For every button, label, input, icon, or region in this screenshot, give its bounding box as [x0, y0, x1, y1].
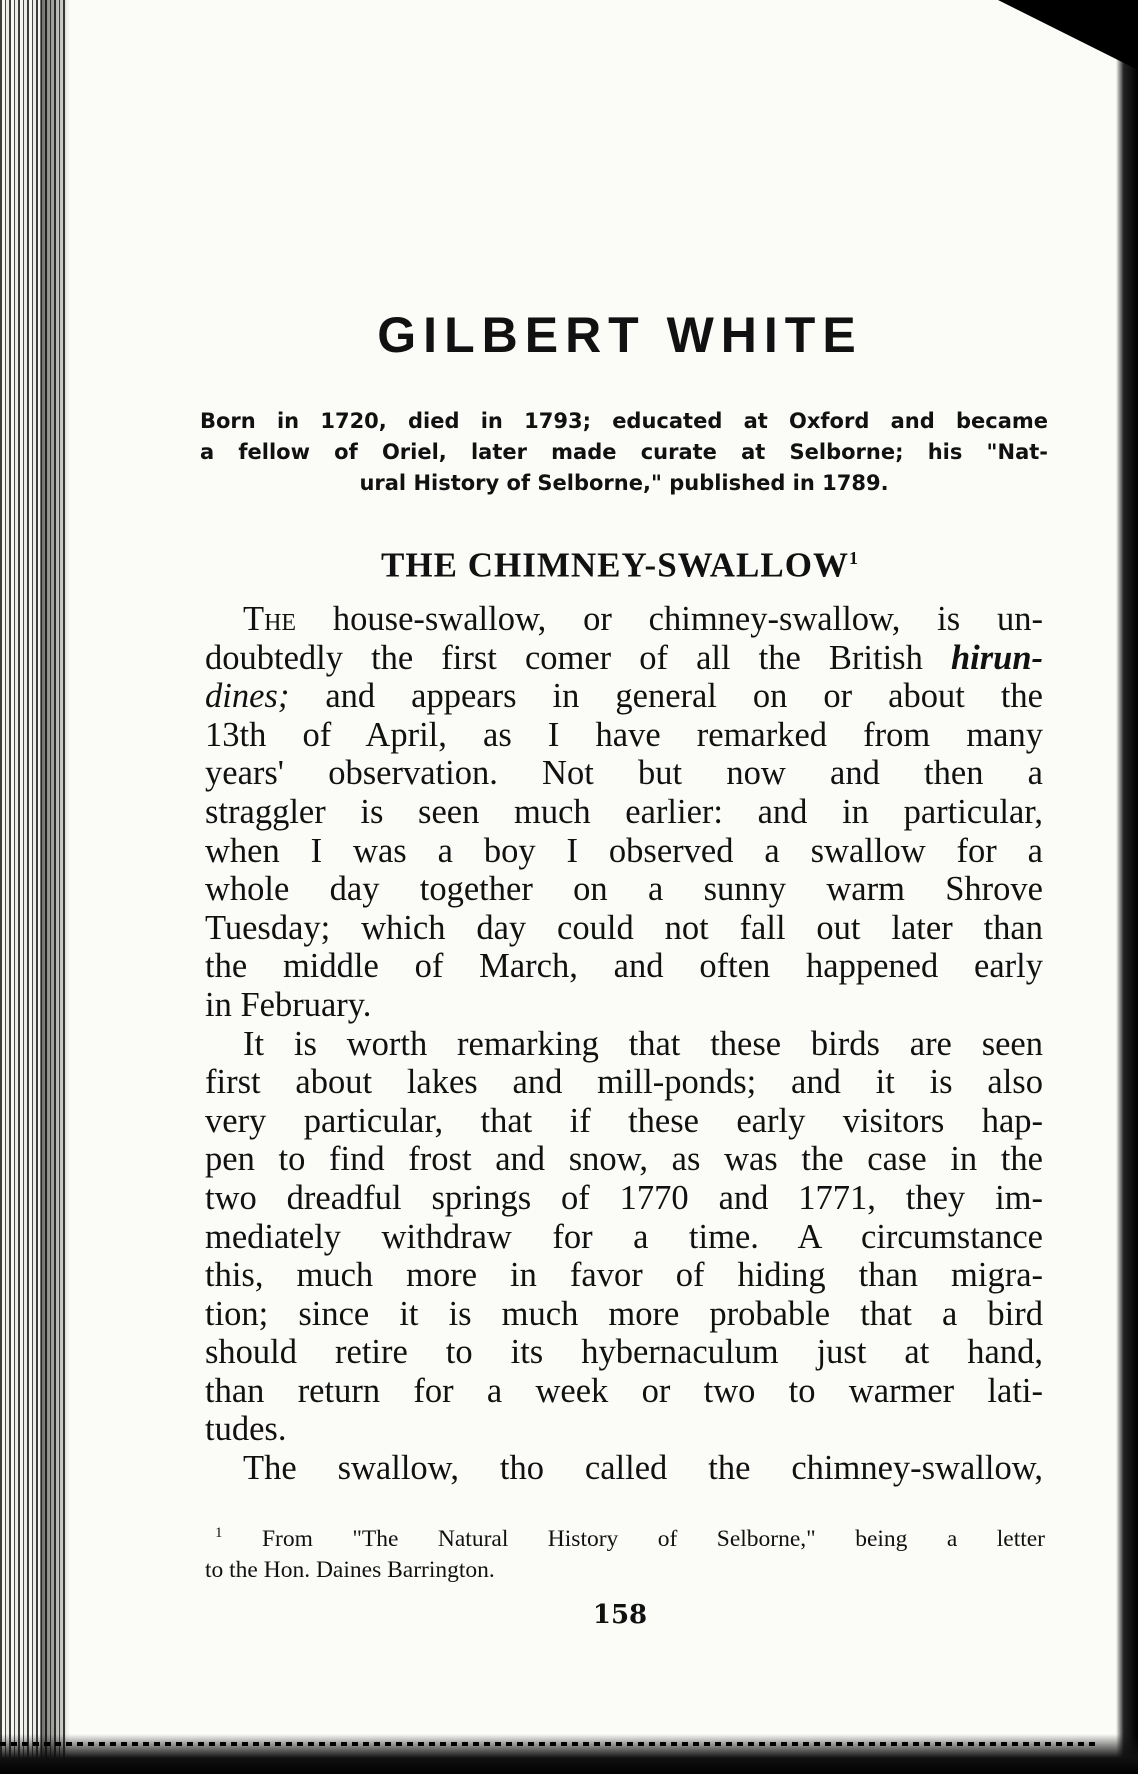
para2-line-4: pen to find frost and snow, as was the case in the [205, 1140, 1043, 1179]
page-number: 158 [592, 1600, 648, 1630]
page-right-edge [1116, 0, 1138, 1774]
para1-line-7: when I was a boy I observed a swallow for a [205, 831, 1043, 870]
bio-line-1: Born in 1720, died in 1793; educated at Oxford and became [200, 409, 1048, 433]
para2-line-3: very particular, that if these early visitors hap- [205, 1101, 1043, 1140]
para2-line-7: this, much more in favor of hiding than migra- [205, 1256, 1043, 1295]
page-corner-shadow [998, 0, 1138, 70]
footnote-marker: 1 [848, 548, 859, 568]
section-title [200, 535, 1040, 589]
footnote [205, 1518, 1045, 1586]
para2-line-8: tion; since it is much more probable that a bird [205, 1294, 1043, 1333]
page-bottom-specks [0, 1742, 1100, 1746]
footnote-line-2: to the Hon. Daines Barrington. [205, 1556, 495, 1583]
gutter-shadow [40, 0, 70, 1774]
para3-line-1: The swallow, tho called the chimney-swallow, [243, 1449, 1043, 1488]
para1-line-8: whole day together on a sunny warm Shrove [205, 870, 1043, 909]
para1-line-3 [205, 677, 1043, 716]
para2-line-2: first about lakes and mill-ponds; and it is also [205, 1063, 1043, 1102]
para2-line-10: than return for a week or two to warmer lati- [205, 1371, 1043, 1410]
section-title-text: THE CHIMNEY-SWALLOW [381, 545, 849, 585]
para1-italic-hirundines-a: hirun- [950, 638, 1043, 677]
para2-line-1: It is worth remarking that these birds are seen [243, 1024, 1043, 1063]
para2-line-5: two dreadful springs of 1770 and 1771, they im- [205, 1178, 1043, 1217]
page-bottom-edge [0, 1734, 1138, 1774]
para2-line-9: should retire to its hybernaculum just at hand, [205, 1333, 1043, 1372]
author-bio [200, 406, 1048, 499]
footnote-number: 1 [215, 1525, 223, 1541]
para1-line-10: the middle of March, and often happened early [205, 947, 1043, 986]
author-title: GILBERT WHITE [377, 307, 863, 363]
para1-line-9: Tuesday; which day could not fall out later than [205, 908, 1043, 947]
footnote-line-1 [205, 1518, 1045, 1555]
para1-italic-hirundines-b: dines; [205, 677, 290, 716]
para1-line-3-text: and appears in general on or about the [289, 677, 1043, 716]
para1-line-2-text: doubtedly the first comer of all the British [205, 638, 951, 677]
para1-line-1-text: house-swallow, or chimney-swallow, is un- [296, 600, 1043, 638]
footnote-line-1-text: From "The Natural History of Selborne," being a letter [261, 1525, 1046, 1552]
bio-line-2: a fellow of Oriel, later made curate at Selborne; his "Nat- [200, 440, 1048, 464]
body-text [205, 600, 1043, 1488]
para1-line-2 [205, 639, 1043, 678]
para2-line-6: mediately withdraw for a time. A circumstance [205, 1217, 1043, 1256]
bio-line-3: ural History of Selborne," published in 1789. [359, 471, 889, 495]
para2-line-11: tudes. [205, 1410, 287, 1449]
para1-line-6: straggler is seen much earlier: and in particular, [205, 792, 1043, 831]
para1-lead-word: The [243, 600, 297, 638]
para1-line-4: 13th of April, as I have remarked from many [205, 715, 1043, 754]
para1-line-1 [205, 600, 1043, 639]
para1-line-11: in February. [205, 985, 372, 1024]
para1-line-5: years' observation. Not but now and then a [205, 754, 1043, 793]
